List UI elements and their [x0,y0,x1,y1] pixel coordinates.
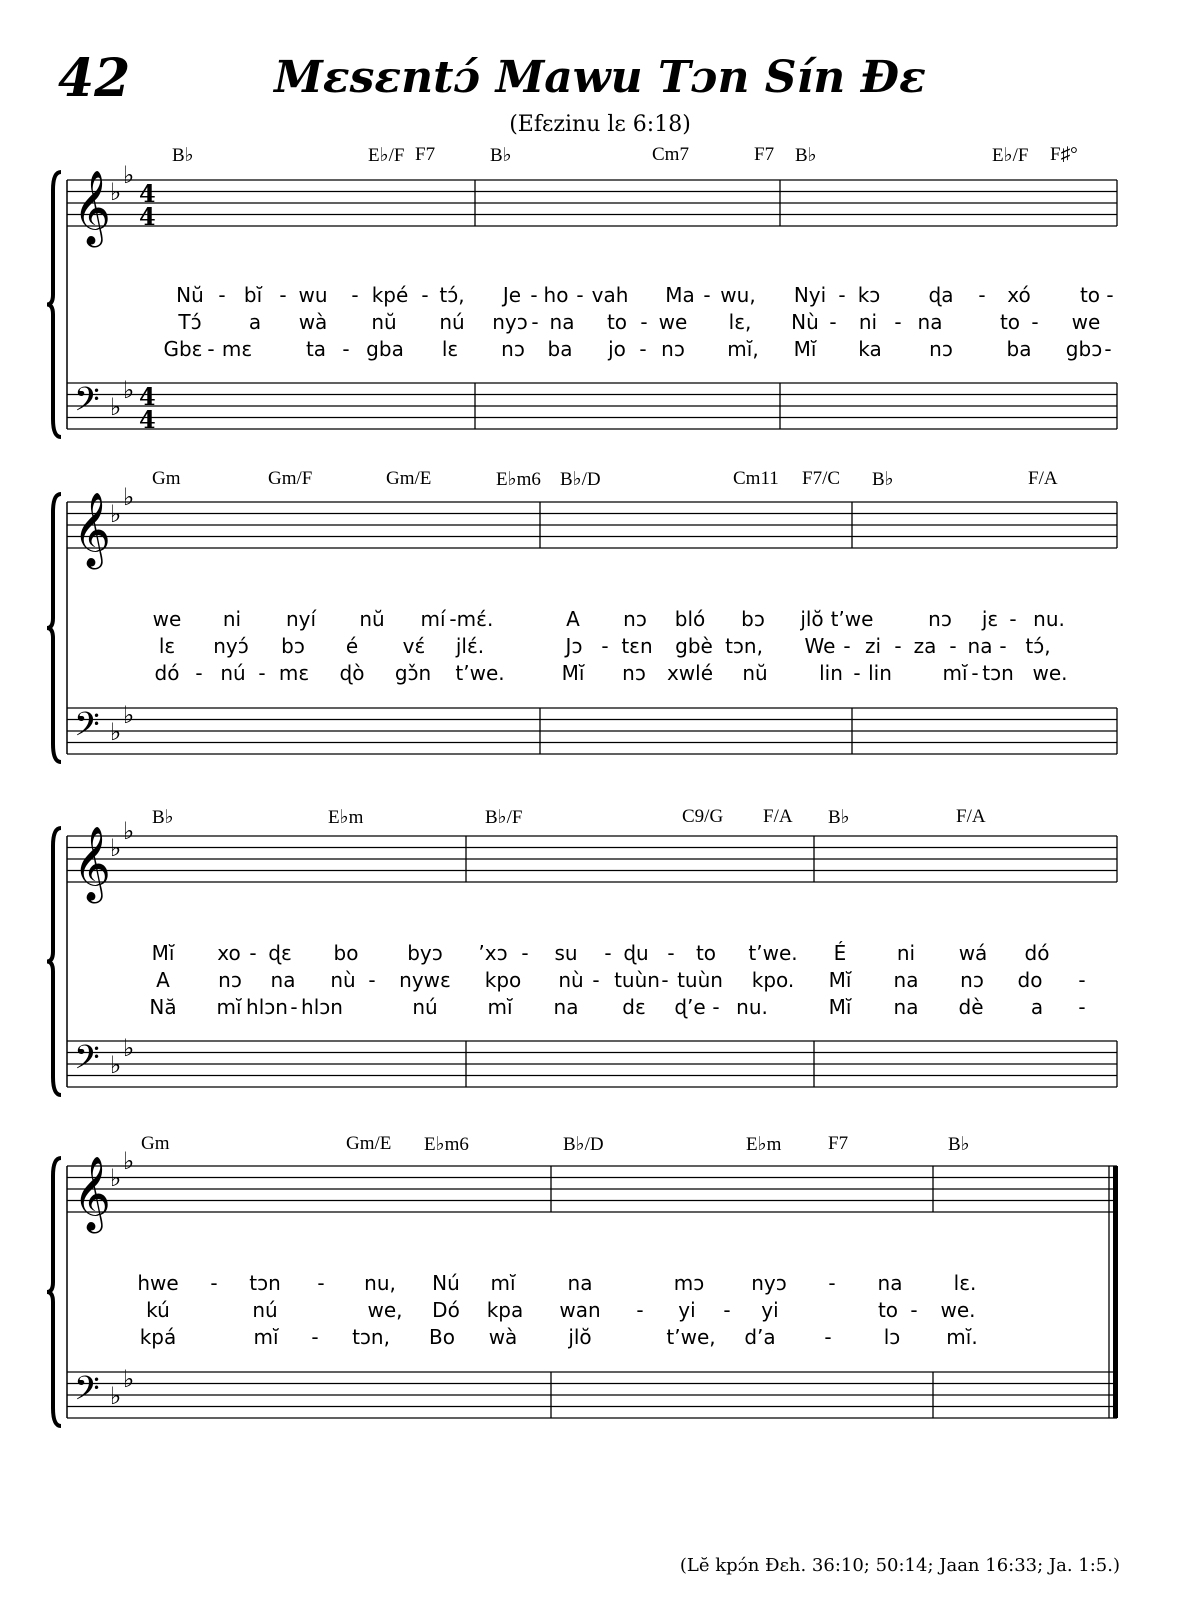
lyric-verse-3: Nă mĭ hlɔn - hlɔn nú mĭ na dɛ ɖ’e - nu. Mĭ na dè a - [149,995,1086,1019]
lyric-verse-2: lɛ nyɔ́ bɔ é vɛ́ jlɛ́. Jɔ - tɛn gbè tɔn, We - zi - za - na - tɔ́, [158,634,1051,658]
svg-text:♭: ♭ [123,817,135,845]
svg-text:♭: ♭ [110,834,122,862]
song-number: 42 [58,48,131,109]
svg-text:𝄞: 𝄞 [73,493,111,567]
svg-text:♭: ♭ [123,161,135,189]
chord-symbol: F7 [415,144,436,165]
chord-symbol: B♭ [795,145,817,166]
chord-symbol: Gm/F [268,468,313,489]
svg-text:♭: ♭ [110,393,122,421]
lyric-verse-2: kú nú we, Dó kpa wan - yi - yi to - we. [146,1298,976,1322]
svg-text:♭: ♭ [123,1365,135,1393]
chord-symbol: Cm7 [652,144,689,165]
chord-symbol: E♭/F [368,145,405,166]
chord-symbol: F♯° [1050,144,1078,165]
chord-symbol: F/A [956,806,986,827]
lyric-verse-2: A nɔ na nù - nywɛ kpo nù - tuùn - tuùn kpo. Mĭ na nɔ do - [156,968,1086,992]
svg-text:𝄞: 𝄞 [73,171,111,245]
chord-symbol: E♭m [328,807,364,828]
svg-text:4: 4 [139,179,156,208]
lyric-verse-3: kpá mĭ - tɔn, Bo wà jlŏ t’we, d’a - lɔ mĭ. [139,1325,978,1349]
chord-symbol: B♭ [172,145,194,166]
svg-text:𝄢: 𝄢 [74,706,100,752]
svg-text:4: 4 [139,405,156,434]
svg-text:♭: ♭ [123,1147,135,1175]
svg-text:♭: ♭ [123,376,135,404]
lyric-verse-3: Gbɛ - mɛ ta - gba lɛ nɔ ba jo - nɔ mĭ, Mĭ ka nɔ ba gbɔ - [163,337,1112,361]
chord-symbol: Gm [152,468,181,489]
chord-symbol: Cm11 [733,468,779,489]
svg-text:♭: ♭ [110,500,122,528]
svg-text:♭: ♭ [110,1382,122,1410]
chord-symbol: B♭ [948,1134,970,1155]
lyric-verse-2: Tɔ́ a wà nŭ nú nyɔ - na to - we lɛ, Nù - ni - na to - we [178,310,1101,334]
chord-symbol: Gm/E [386,468,432,489]
chord-symbol: F7 [828,1133,849,1154]
scripture-references: (Lĕ kpɔ́n Ɖɛh. 36:10; 50:14; Jaan 16:33; Ja. 1:5.) [679,1555,1120,1576]
chord-symbol: Gm/E [346,1133,392,1154]
chord-symbol: F7 [754,144,775,165]
svg-text:𝄢: 𝄢 [74,1039,100,1085]
chord-symbol: B♭/D [563,1134,604,1155]
chord-symbol: B♭ [872,469,894,490]
chord-symbol: E♭m [746,1134,782,1155]
chord-symbol: E♭m6 [496,469,541,490]
chord-symbol: Gm [141,1133,170,1154]
svg-text:♭: ♭ [123,701,135,729]
chord-symbol: B♭ [828,807,850,828]
chord-symbol: B♭/D [560,469,601,490]
svg-text:4: 4 [139,382,156,411]
song-title: Mɛsɛntɔ́ Mawu Tɔn Sín Ɖɛ [274,52,926,103]
chord-symbol: E♭/F [992,145,1029,166]
svg-text:♭: ♭ [110,1051,122,1079]
svg-text:♭: ♭ [110,1164,122,1192]
chord-symbol: F/A [1028,468,1058,489]
svg-text:♭: ♭ [110,718,122,746]
chord-symbol: E♭m6 [424,1134,469,1155]
svg-text:♭: ♭ [123,483,135,511]
chord-symbol: F/A [763,806,793,827]
lyric-verse-1: Mĭ xo - ɖɛ bo byɔ ’xɔ - su - ɖu - to t’we. É ni wá dó [151,941,1050,965]
lyric-verse-3: dó - nú - mɛ ɖò gɔ̌n t’we. Mĭ nɔ xwlé nŭ lin - lin mĭ - tɔn we. [154,661,1068,685]
svg-text:𝄞: 𝄞 [73,827,111,901]
svg-text:𝄢: 𝄢 [74,1370,100,1416]
svg-text:♭: ♭ [110,178,122,206]
lyric-verse-1: we ni nyí nŭ mí - mɛ́. A nɔ bló bɔ jlŏ t’we nɔ jɛ - nu. [152,607,1065,631]
chord-symbol: B♭ [490,145,512,166]
svg-text:4: 4 [139,202,156,231]
svg-text:♭: ♭ [123,1034,135,1062]
lyric-verse-1: Nŭ - bĭ - wu - kpé - tɔ́, Je - ho - vah Ma - wu, Nyi - kɔ ɖa - xó to - [176,283,1114,307]
chord-symbol: F7/C [802,468,841,489]
chord-symbol: C9/G [682,806,724,827]
chord-symbol: B♭/F [485,807,523,828]
svg-text:𝄞: 𝄞 [73,1157,111,1231]
lyric-verse-1: hwe - tɔn - nu, Nú mĭ na mɔ nyɔ - na lɛ. [137,1271,977,1295]
svg-text:𝄢: 𝄢 [74,381,100,427]
chord-symbol: B♭ [152,807,174,828]
song-scripture-subtitle: (Efɛzinu lɛ 6:18) [509,112,691,137]
